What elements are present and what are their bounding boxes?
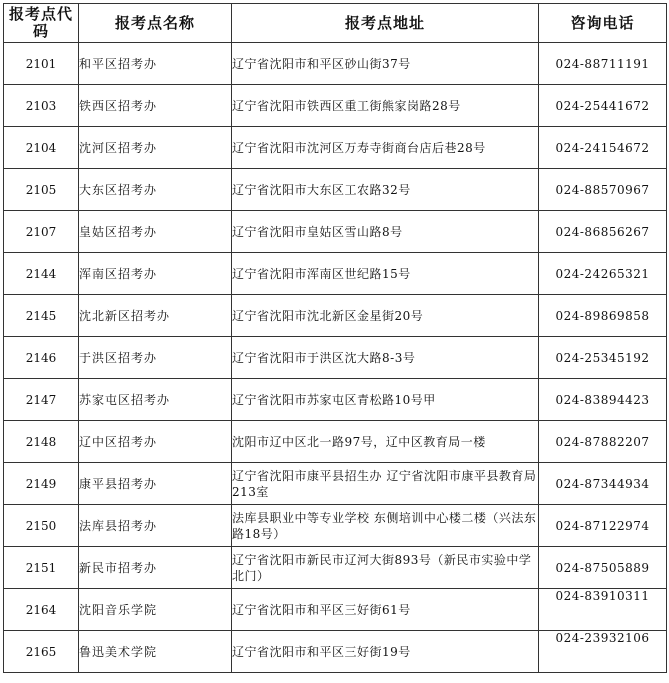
site-name: 新民市招考办 bbox=[79, 547, 232, 589]
site-name: 皇姑区招考办 bbox=[79, 211, 232, 253]
site-phone: 024-24265321 bbox=[539, 253, 667, 295]
site-code: 2151 bbox=[4, 547, 79, 589]
site-name: 沈北新区招考办 bbox=[79, 295, 232, 337]
table-row bbox=[4, 421, 667, 463]
site-name: 苏家屯区招考办 bbox=[79, 379, 232, 421]
table-row bbox=[4, 547, 667, 589]
site-name: 沈阳音乐学院 bbox=[79, 589, 232, 631]
site-phone: 024-89869858 bbox=[539, 295, 667, 337]
site-name: 浑南区招考办 bbox=[79, 253, 232, 295]
site-code: 2107 bbox=[4, 211, 79, 253]
table-row bbox=[4, 463, 667, 505]
site-name: 康平县招考办 bbox=[79, 463, 232, 505]
site-phone: 024-88570967 bbox=[539, 169, 667, 211]
site-name: 辽中区招考办 bbox=[79, 421, 232, 463]
table-row bbox=[4, 253, 667, 295]
site-address: 辽宁省沈阳市铁西区重工街熊家岗路28号 bbox=[232, 85, 539, 127]
site-code: 2150 bbox=[4, 505, 79, 547]
header-name: 报考点名称 bbox=[79, 4, 232, 43]
header-row bbox=[4, 4, 667, 43]
site-phone: 024-88711191 bbox=[539, 43, 667, 85]
site-address: 辽宁省沈阳市苏家屯区青松路10号甲 bbox=[232, 379, 539, 421]
site-phone: 024-87882207 bbox=[539, 421, 667, 463]
site-name: 和平区招考办 bbox=[79, 43, 232, 85]
site-name: 铁西区招考办 bbox=[79, 85, 232, 127]
site-name: 法库县招考办 bbox=[79, 505, 232, 547]
site-name: 鲁迅美术学院 bbox=[79, 631, 232, 673]
table-row bbox=[4, 589, 667, 631]
site-address: 法库县职业中等专业学校 东侧培训中心楼二楼（兴法东路18号） bbox=[232, 505, 539, 547]
site-address: 辽宁省沈阳市康平县招生办 辽宁省沈阳市康平县教育局213室 bbox=[232, 463, 539, 505]
site-code: 2147 bbox=[4, 379, 79, 421]
table-row bbox=[4, 379, 667, 421]
site-code: 2103 bbox=[4, 85, 79, 127]
site-address: 沈阳市辽中区北一路97号，辽中区教育局一楼 bbox=[232, 421, 539, 463]
site-address: 辽宁省沈阳市和平区三好街61号 bbox=[232, 589, 539, 631]
site-phone: 024-83894423 bbox=[539, 379, 667, 421]
site-code: 2104 bbox=[4, 127, 79, 169]
site-code: 2101 bbox=[4, 43, 79, 85]
site-phone: 024-25345192 bbox=[539, 337, 667, 379]
exam-site-table bbox=[3, 3, 667, 673]
site-phone: 024-86856267 bbox=[539, 211, 667, 253]
table-row bbox=[4, 295, 667, 337]
table-row bbox=[4, 211, 667, 253]
table-row bbox=[4, 505, 667, 547]
table-row bbox=[4, 337, 667, 379]
site-code: 2145 bbox=[4, 295, 79, 337]
site-code: 2146 bbox=[4, 337, 79, 379]
table-row bbox=[4, 631, 667, 673]
site-phone: 024-87122974 bbox=[539, 505, 667, 547]
site-name: 沈河区招考办 bbox=[79, 127, 232, 169]
site-address: 辽宁省沈阳市浑南区世纪路15号 bbox=[232, 253, 539, 295]
table-row bbox=[4, 43, 667, 85]
header-code: 报考点代码 bbox=[4, 4, 79, 43]
site-address: 辽宁省沈阳市于洪区沈大路8-3号 bbox=[232, 337, 539, 379]
site-phone: 024-87344934 bbox=[539, 463, 667, 505]
site-name: 于洪区招考办 bbox=[79, 337, 232, 379]
site-address: 辽宁省沈阳市新民市辽河大街893号（新民市实验中学北门） bbox=[232, 547, 539, 589]
site-address: 辽宁省沈阳市大东区工农路32号 bbox=[232, 169, 539, 211]
table-row bbox=[4, 85, 667, 127]
table-row bbox=[4, 127, 667, 169]
site-code: 2164 bbox=[4, 589, 79, 631]
table-row bbox=[4, 169, 667, 211]
site-name: 大东区招考办 bbox=[79, 169, 232, 211]
site-phone: 024-25441672 bbox=[539, 85, 667, 127]
site-phone: 024-23932106 bbox=[539, 631, 667, 673]
site-address: 辽宁省沈阳市和平区三好街19号 bbox=[232, 631, 539, 673]
site-code: 2105 bbox=[4, 169, 79, 211]
site-code: 2165 bbox=[4, 631, 79, 673]
site-address: 辽宁省沈阳市沈河区万寿寺街商台店后巷28号 bbox=[232, 127, 539, 169]
site-code: 2144 bbox=[4, 253, 79, 295]
site-phone: 024-83910311 bbox=[539, 589, 667, 631]
site-address: 辽宁省沈阳市沈北新区金星街20号 bbox=[232, 295, 539, 337]
site-address: 辽宁省沈阳市和平区砂山街37号 bbox=[232, 43, 539, 85]
header-phone: 咨询电话 bbox=[539, 4, 667, 43]
site-address: 辽宁省沈阳市皇姑区雪山路8号 bbox=[232, 211, 539, 253]
site-code: 2149 bbox=[4, 463, 79, 505]
header-address: 报考点地址 bbox=[232, 4, 539, 43]
site-phone: 024-87505889 bbox=[539, 547, 667, 589]
site-code: 2148 bbox=[4, 421, 79, 463]
site-phone: 024-24154672 bbox=[539, 127, 667, 169]
